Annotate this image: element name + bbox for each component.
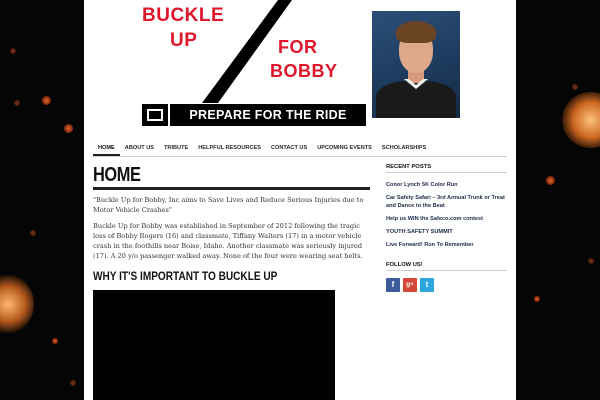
sidebar xyxy=(386,163,507,292)
logo-belt xyxy=(142,104,366,126)
nav-upcoming-events[interactable]: UPCOMING EVENTS xyxy=(317,145,372,151)
nav-about-us[interactable]: ABOUT US xyxy=(124,145,154,151)
page-title: HOME xyxy=(93,164,141,186)
nav-scholarships[interactable]: SCHOLARSHIPS xyxy=(381,145,427,151)
light-speck xyxy=(572,84,578,90)
light-speck xyxy=(534,296,540,302)
logo-word-bobby: BOBBY xyxy=(270,61,338,81)
main-nav xyxy=(93,142,507,157)
nav-contact-us[interactable]: CONTACT US xyxy=(270,145,308,151)
light-speck xyxy=(30,230,36,236)
google-plus-icon[interactable]: g+ xyxy=(403,278,417,292)
light-speck xyxy=(546,176,555,185)
facebook-icon[interactable]: f xyxy=(386,278,400,292)
logo-tagline: PREPARE FOR THE RIDE xyxy=(189,108,347,122)
lantern-glow xyxy=(562,92,600,148)
logo-word-buckle: BUCKLE xyxy=(142,5,225,26)
lantern-glow xyxy=(0,275,34,333)
main-content xyxy=(93,163,370,400)
logo-word-up: UP xyxy=(170,30,198,51)
light-speck xyxy=(52,338,58,344)
recent-post-link[interactable]: Live Forward! Run To Remember xyxy=(386,242,474,248)
site-logo[interactable] xyxy=(140,0,370,130)
light-speck xyxy=(14,100,20,106)
recent-posts-title: RECENT POSTS xyxy=(386,163,507,173)
recent-post-link[interactable]: Help us WIN the Safeco.com contest xyxy=(386,216,483,222)
light-speck xyxy=(64,124,73,133)
twitter-icon[interactable]: t xyxy=(420,278,434,292)
mission-quote: "Buckle Up for Bobby, Inc aims to Save Lives and Reduce Serious Injuries due to Motor Vehicle Crashes" xyxy=(93,196,364,214)
light-speck xyxy=(588,258,594,264)
buckle-icon xyxy=(142,104,170,126)
history-paragraph: Buckle Up for Bobby was established in September of 2012 following the tragic loss of Bobby Rogers (16) and classmate, Tiffany Walters (17) in a motor vehicle crash in the foothills near Boise, Idaho. Another classmate was seriously injured (17). A 20 y/o passenger walked away. None of the four were wearing seat belts. xyxy=(93,222,363,260)
nav-helpful-resources[interactable]: HELPFUL RESOURCES xyxy=(198,145,261,151)
recent-post-link[interactable]: Conor Lynch 5K Color Run xyxy=(386,182,458,188)
social-links xyxy=(386,278,507,292)
logo-word-for: FOR xyxy=(278,37,318,57)
video-embed[interactable] xyxy=(93,290,335,400)
follow-us-title: FOLLOW US! xyxy=(386,261,507,271)
nav-home[interactable]: HOME xyxy=(93,142,120,156)
light-speck xyxy=(10,48,16,54)
bobby-portrait-photo xyxy=(372,11,460,118)
light-speck xyxy=(42,96,51,105)
section-heading: WHY IT'S IMPORTANT TO BUCKLE UP xyxy=(93,269,278,283)
recent-post-link[interactable]: Car Safety Safari – 3rd Annual Trunk or Treat and Dance to the Beat xyxy=(386,195,505,209)
title-divider xyxy=(93,187,370,190)
light-speck xyxy=(70,380,76,386)
page-container xyxy=(84,0,516,400)
nav-tribute[interactable]: TRIBUTE xyxy=(164,145,189,151)
recent-post-link[interactable]: YOUTH SAFETY SUMMIT xyxy=(386,229,453,235)
